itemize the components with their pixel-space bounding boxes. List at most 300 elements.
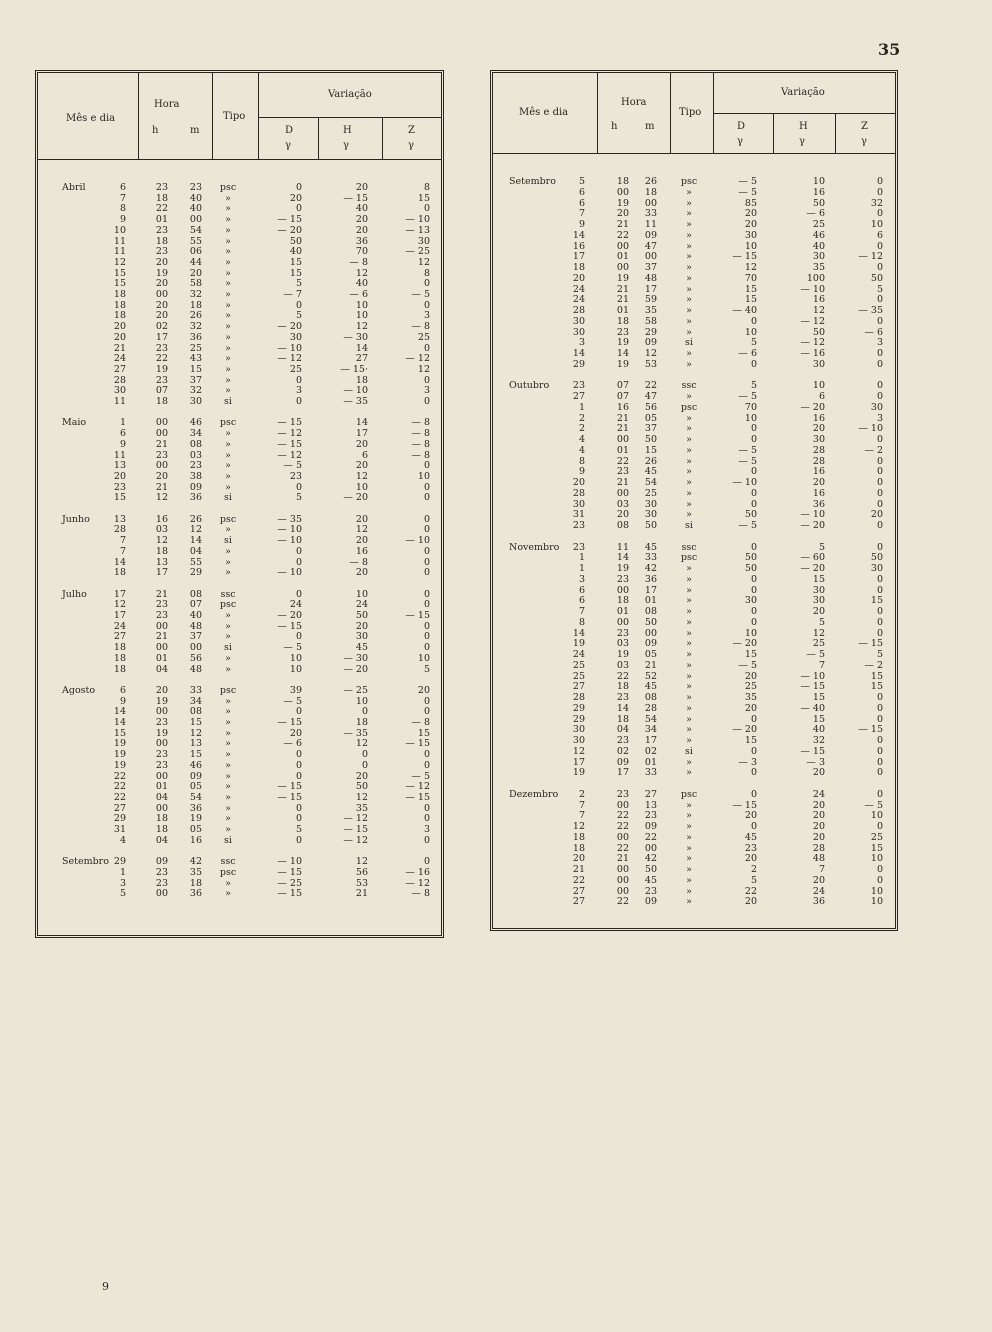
cell-z: 3	[876, 412, 883, 424]
cell-z: 0	[423, 556, 430, 568]
cell-month: Julho	[62, 588, 87, 600]
cell-h: 17	[155, 567, 168, 579]
cell-z: 6	[876, 229, 883, 241]
cell-m: 14	[189, 535, 202, 547]
cell-z: 0	[423, 642, 430, 654]
table-row	[493, 575, 895, 586]
cell-h: 00	[155, 888, 168, 900]
cell-m: 45	[644, 541, 657, 553]
cell-m: 23	[189, 182, 202, 193]
cell-day: 6	[578, 197, 585, 209]
cell-hv: 30	[812, 595, 825, 607]
col-divider	[670, 73, 671, 153]
cell-h: 09	[155, 856, 168, 868]
cell-hv: 40	[355, 203, 368, 215]
cell-m: 32	[189, 321, 202, 333]
cell-type: »	[686, 326, 692, 338]
table-row	[493, 596, 895, 607]
cell-type: »	[225, 214, 231, 226]
cell-type: »	[686, 348, 692, 359]
cell-z: 0	[423, 278, 430, 290]
cell-d: 70	[744, 401, 757, 413]
cell-z: 10	[870, 896, 883, 908]
cell-d: 20	[744, 896, 757, 908]
cell-h: 12	[155, 492, 168, 504]
cell-hv: — 15	[800, 745, 825, 757]
cell-z: 0	[423, 749, 430, 761]
cell-day: 19	[572, 767, 585, 779]
cell-m: 32	[189, 289, 202, 300]
table-row	[493, 467, 895, 478]
table-row	[38, 301, 441, 312]
cell-d: 20	[744, 853, 757, 865]
cell-hv: 20	[812, 810, 825, 822]
cell-day: 8	[119, 203, 126, 215]
cell-type: »	[225, 813, 231, 825]
cell-type: psc	[219, 182, 237, 193]
cell-day: 22	[113, 770, 126, 782]
cell-hv: 48	[812, 853, 825, 865]
cell-day: 9	[578, 466, 585, 478]
cell-hv: 7	[818, 864, 825, 875]
table-row	[493, 887, 895, 898]
table-row	[493, 897, 895, 908]
cell-hv: — 20	[343, 663, 368, 675]
cell-m: 47	[644, 391, 657, 402]
cell-z: — 8	[411, 428, 430, 440]
cell-type: »	[686, 315, 692, 327]
table-row	[38, 483, 441, 494]
cell-type: »	[686, 283, 692, 295]
cell-d: 0	[750, 616, 757, 628]
cell-hv: 15	[812, 692, 825, 703]
cell-m: 34	[189, 695, 202, 707]
cell-type: »	[686, 305, 692, 316]
cell-hv: — 6	[806, 208, 825, 220]
cell-day: 14	[113, 706, 126, 718]
cell-type: »	[686, 487, 692, 499]
cell-day: 20	[572, 272, 585, 284]
footer-number: 9	[102, 1280, 109, 1293]
cell-d: — 15	[277, 791, 302, 803]
table-row	[493, 349, 895, 360]
cell-h: 19	[616, 563, 629, 574]
cell-m: 58	[644, 315, 657, 327]
cell-h: 01	[616, 606, 629, 617]
table-row	[493, 618, 895, 629]
cell-month: Dezembro	[509, 788, 559, 800]
cell-h: 14	[616, 702, 629, 714]
table-row	[493, 747, 895, 758]
cell-h: 04	[155, 791, 168, 803]
cell-hv: 30	[812, 358, 825, 370]
cell-h: 03	[616, 638, 629, 650]
cell-type: »	[686, 358, 692, 370]
cell-hv: 20	[355, 460, 368, 472]
table-row	[38, 322, 441, 333]
cell-m: 00	[644, 842, 657, 854]
cell-hv: — 8	[349, 556, 368, 568]
cell-m: 19	[189, 813, 202, 825]
header-m: m	[190, 125, 200, 136]
cell-day: 19	[113, 759, 126, 771]
cell-day: 27	[572, 681, 585, 693]
cell-day: 24	[572, 283, 585, 295]
cell-h: 23	[155, 374, 168, 386]
table-row	[493, 672, 895, 683]
cell-hv: — 25	[343, 684, 368, 696]
header-m: m	[645, 121, 655, 132]
table-row	[493, 779, 895, 790]
cell-day: 7	[578, 810, 585, 822]
cell-day: 17	[113, 610, 126, 621]
cell-m: 25	[189, 342, 202, 354]
cell-d: 30	[744, 595, 757, 607]
cell-day: 17	[572, 756, 585, 768]
cell-type: »	[225, 888, 231, 900]
cell-m: 22	[644, 380, 657, 392]
table-row	[493, 242, 895, 253]
table-row	[493, 478, 895, 489]
cell-type: »	[686, 616, 692, 628]
cell-day: 3	[119, 877, 126, 889]
table-row	[493, 220, 895, 231]
header-mes-dia: Mês e dia	[519, 107, 569, 118]
cell-d: 20	[744, 810, 757, 822]
cell-d: — 15	[277, 717, 302, 728]
cell-day: 30	[572, 498, 585, 510]
cell-h: 22	[616, 670, 629, 682]
cell-type: »	[686, 831, 692, 843]
cell-type: »	[686, 240, 692, 252]
cell-hv: 0	[361, 759, 368, 771]
cell-day: 18	[572, 842, 585, 854]
cell-type: »	[225, 524, 231, 536]
cell-hv: — 10	[800, 509, 825, 521]
cell-z: 0	[423, 460, 430, 472]
table-row	[493, 306, 895, 317]
cell-d: 50	[289, 235, 302, 247]
cell-type: »	[225, 695, 231, 707]
table-row	[493, 231, 895, 242]
cell-h: 21	[616, 423, 629, 435]
cell-h: 07	[155, 385, 168, 397]
cell-type: ssc	[220, 856, 236, 868]
table-row	[38, 772, 441, 783]
cell-day: 9	[578, 219, 585, 230]
cell-h: 02	[616, 745, 629, 757]
cell-hv: 56	[355, 866, 368, 878]
cell-z: 0	[423, 599, 430, 611]
cell-h: 00	[155, 620, 168, 632]
cell-d: — 5	[738, 455, 757, 467]
cell-m: 33	[189, 684, 202, 696]
cell-m: 36	[189, 802, 202, 814]
cell-hv: 12	[812, 627, 825, 639]
cell-day: 15	[113, 267, 126, 279]
cell-day: 1	[578, 552, 585, 564]
cell-z: 0	[423, 631, 430, 643]
cell-z: — 12	[405, 781, 430, 793]
cell-day: 18	[113, 567, 126, 579]
cell-m: 23	[189, 460, 202, 472]
cell-h: 01	[155, 214, 168, 226]
cell-z: — 10	[858, 423, 883, 435]
table-row	[493, 209, 895, 220]
table-row	[493, 489, 895, 500]
cell-m: 15	[644, 444, 657, 456]
cell-hv: 40	[355, 278, 368, 290]
table-row	[38, 215, 441, 226]
cell-d: — 5	[283, 695, 302, 707]
cell-d: — 7	[283, 289, 302, 300]
header-bottom-rule	[493, 153, 895, 154]
cell-type: »	[686, 864, 692, 875]
cell-type: »	[225, 620, 231, 632]
cell-day: 18	[572, 831, 585, 843]
cell-h: 20	[616, 509, 629, 521]
cell-hv: 12	[355, 791, 368, 803]
cell-h: 04	[155, 834, 168, 846]
cell-z: 0	[423, 545, 430, 557]
cell-h: 00	[616, 616, 629, 628]
cell-type: »	[225, 567, 231, 579]
table-row	[493, 252, 895, 263]
cell-type: »	[686, 799, 692, 811]
cell-h: 18	[616, 595, 629, 607]
cell-type: »	[225, 267, 231, 279]
cell-day: 12	[113, 256, 126, 268]
cell-hv: 20	[355, 620, 368, 632]
cell-z: 0	[876, 788, 883, 800]
cell-m: 27	[644, 788, 657, 800]
table-row	[493, 435, 895, 446]
cell-type: »	[225, 791, 231, 803]
cell-type: »	[686, 219, 692, 230]
cell-day: 11	[113, 449, 126, 461]
cell-h: 23	[155, 182, 168, 193]
cell-d: — 15	[277, 214, 302, 226]
cell-h: 09	[616, 756, 629, 768]
cell-z: — 16	[405, 866, 430, 878]
cell-z: — 15	[405, 791, 430, 803]
cell-type: »	[225, 246, 231, 258]
header-tipo: Tipo	[223, 111, 246, 122]
table-row	[38, 611, 441, 622]
cell-h: 00	[155, 428, 168, 440]
cell-hv: — 20	[343, 492, 368, 504]
cell-hv: 53	[355, 877, 368, 889]
cell-z: 0	[876, 477, 883, 488]
cell-d: 0	[750, 466, 757, 478]
cell-z: 30	[417, 235, 430, 247]
cell-d: — 10	[277, 856, 302, 868]
table-row	[493, 758, 895, 769]
cell-d: 25	[744, 681, 757, 693]
cell-h: 07	[616, 391, 629, 402]
cell-type: »	[686, 821, 692, 832]
cell-h: 23	[616, 326, 629, 338]
cell-day: 29	[113, 813, 126, 825]
cell-d: — 40	[732, 305, 757, 316]
cell-day: 14	[572, 348, 585, 359]
cell-d: 20	[289, 727, 302, 739]
table-row	[493, 500, 895, 511]
cell-h: 21	[616, 283, 629, 295]
table-row	[38, 793, 441, 804]
cell-d: 10	[744, 412, 757, 424]
cell-z: — 15	[858, 724, 883, 736]
cell-h: 23	[616, 627, 629, 639]
table-row	[493, 338, 895, 349]
cell-hv: 14	[355, 417, 368, 429]
cell-day: 18	[113, 289, 126, 300]
cell-type: si	[685, 745, 693, 757]
cell-m: 18	[644, 186, 657, 198]
table-row	[38, 279, 441, 290]
cell-hv: — 12	[800, 337, 825, 349]
cell-type: ssc	[681, 541, 697, 553]
cell-h: 23	[616, 573, 629, 585]
cell-z: 30	[870, 401, 883, 413]
cell-h: 18	[155, 235, 168, 247]
table-row	[38, 857, 441, 868]
cell-z: 50	[870, 552, 883, 564]
cell-m: 00	[189, 642, 202, 654]
table-row	[493, 199, 895, 210]
cell-m: 32	[189, 385, 202, 397]
table-row	[38, 461, 441, 472]
cell-h: 21	[155, 631, 168, 643]
cell-day: 18	[113, 652, 126, 664]
cell-h: 23	[616, 788, 629, 800]
cell-h: 03	[155, 524, 168, 536]
table-row	[493, 510, 895, 521]
cell-m: 48	[189, 620, 202, 632]
cell-m: 08	[644, 606, 657, 617]
cell-day: 27	[572, 885, 585, 897]
table-row	[38, 665, 441, 676]
cell-type: »	[225, 727, 231, 739]
cell-z: — 10	[405, 535, 430, 547]
cell-type: psc	[219, 599, 237, 611]
cell-m: 45	[644, 874, 657, 886]
cell-h: 00	[155, 706, 168, 718]
cell-day: 14	[113, 717, 126, 728]
cell-type: »	[686, 434, 692, 445]
cell-z: 5	[423, 663, 430, 675]
cell-z: 0	[876, 466, 883, 478]
cell-d: 30	[289, 331, 302, 343]
table-row	[38, 386, 441, 397]
cell-day: 3	[578, 573, 585, 585]
cell-h: 23	[155, 246, 168, 258]
cell-h: 20	[155, 684, 168, 696]
cell-z: 0	[876, 821, 883, 832]
cell-type: si	[685, 520, 693, 531]
table-row	[493, 736, 895, 747]
cell-hv: 35	[812, 262, 825, 273]
cell-d: 24	[289, 599, 302, 611]
cell-hv: 10	[812, 176, 825, 187]
table-row	[493, 274, 895, 285]
cell-day: 25	[572, 659, 585, 671]
header-tipo: Tipo	[679, 107, 702, 118]
table-row	[493, 822, 895, 833]
cell-type: psc	[680, 401, 698, 413]
cell-h: 18	[616, 176, 629, 187]
cell-m: 09	[644, 821, 657, 832]
cell-hv: 28	[812, 444, 825, 456]
cell-h: 01	[616, 305, 629, 316]
cell-d: 0	[295, 706, 302, 718]
cell-m: 37	[189, 374, 202, 386]
header-variacao: Variação	[328, 89, 372, 100]
cell-hv: 50	[355, 610, 368, 621]
cell-m: 20	[189, 267, 202, 279]
cell-d: 0	[295, 374, 302, 386]
cell-type: »	[225, 759, 231, 771]
cell-type: »	[686, 702, 692, 714]
col-divider	[318, 117, 319, 159]
cell-h: 00	[616, 584, 629, 596]
cell-h: 16	[155, 513, 168, 525]
table-row	[493, 865, 895, 876]
table-row	[38, 836, 441, 847]
cell-m: 05	[189, 781, 202, 793]
cell-z: — 25	[405, 246, 430, 258]
cell-day: 4	[119, 834, 126, 846]
cell-m: 56	[189, 652, 202, 664]
cell-hv: 32	[812, 735, 825, 746]
cell-hv: 30	[812, 434, 825, 445]
cell-d: 0	[750, 487, 757, 499]
table-row	[38, 269, 441, 280]
cell-z: 0	[423, 342, 430, 354]
cell-z: 15	[417, 192, 430, 204]
cell-day: 28	[572, 692, 585, 703]
cell-m: 26	[189, 310, 202, 322]
cell-h: 00	[155, 802, 168, 814]
cell-day: 22	[113, 781, 126, 793]
cell-d: — 35	[277, 513, 302, 525]
cell-type: psc	[219, 417, 237, 429]
cell-type: »	[225, 278, 231, 290]
cell-z: 0	[423, 759, 430, 771]
cell-m: 12	[189, 524, 202, 536]
cell-d: — 15	[277, 888, 302, 900]
cell-h: 00	[155, 738, 168, 750]
cell-z: 0	[423, 492, 430, 504]
cell-z: 3	[423, 310, 430, 322]
cell-z: 15	[870, 842, 883, 854]
cell-m: 59	[644, 294, 657, 306]
table-row	[493, 188, 895, 199]
table-row	[493, 844, 895, 855]
table-row	[493, 403, 895, 414]
cell-day: 9	[119, 695, 126, 707]
cell-m: 50	[644, 434, 657, 445]
cell-hv: 25	[812, 219, 825, 230]
table-row	[38, 472, 441, 483]
table-row	[493, 446, 895, 457]
cell-h: 20	[616, 208, 629, 220]
cell-d: 0	[295, 749, 302, 761]
cell-z: 10	[870, 810, 883, 822]
cell-hv: 10	[355, 481, 368, 493]
cell-m: 40	[189, 192, 202, 204]
cell-z: 0	[423, 802, 430, 814]
